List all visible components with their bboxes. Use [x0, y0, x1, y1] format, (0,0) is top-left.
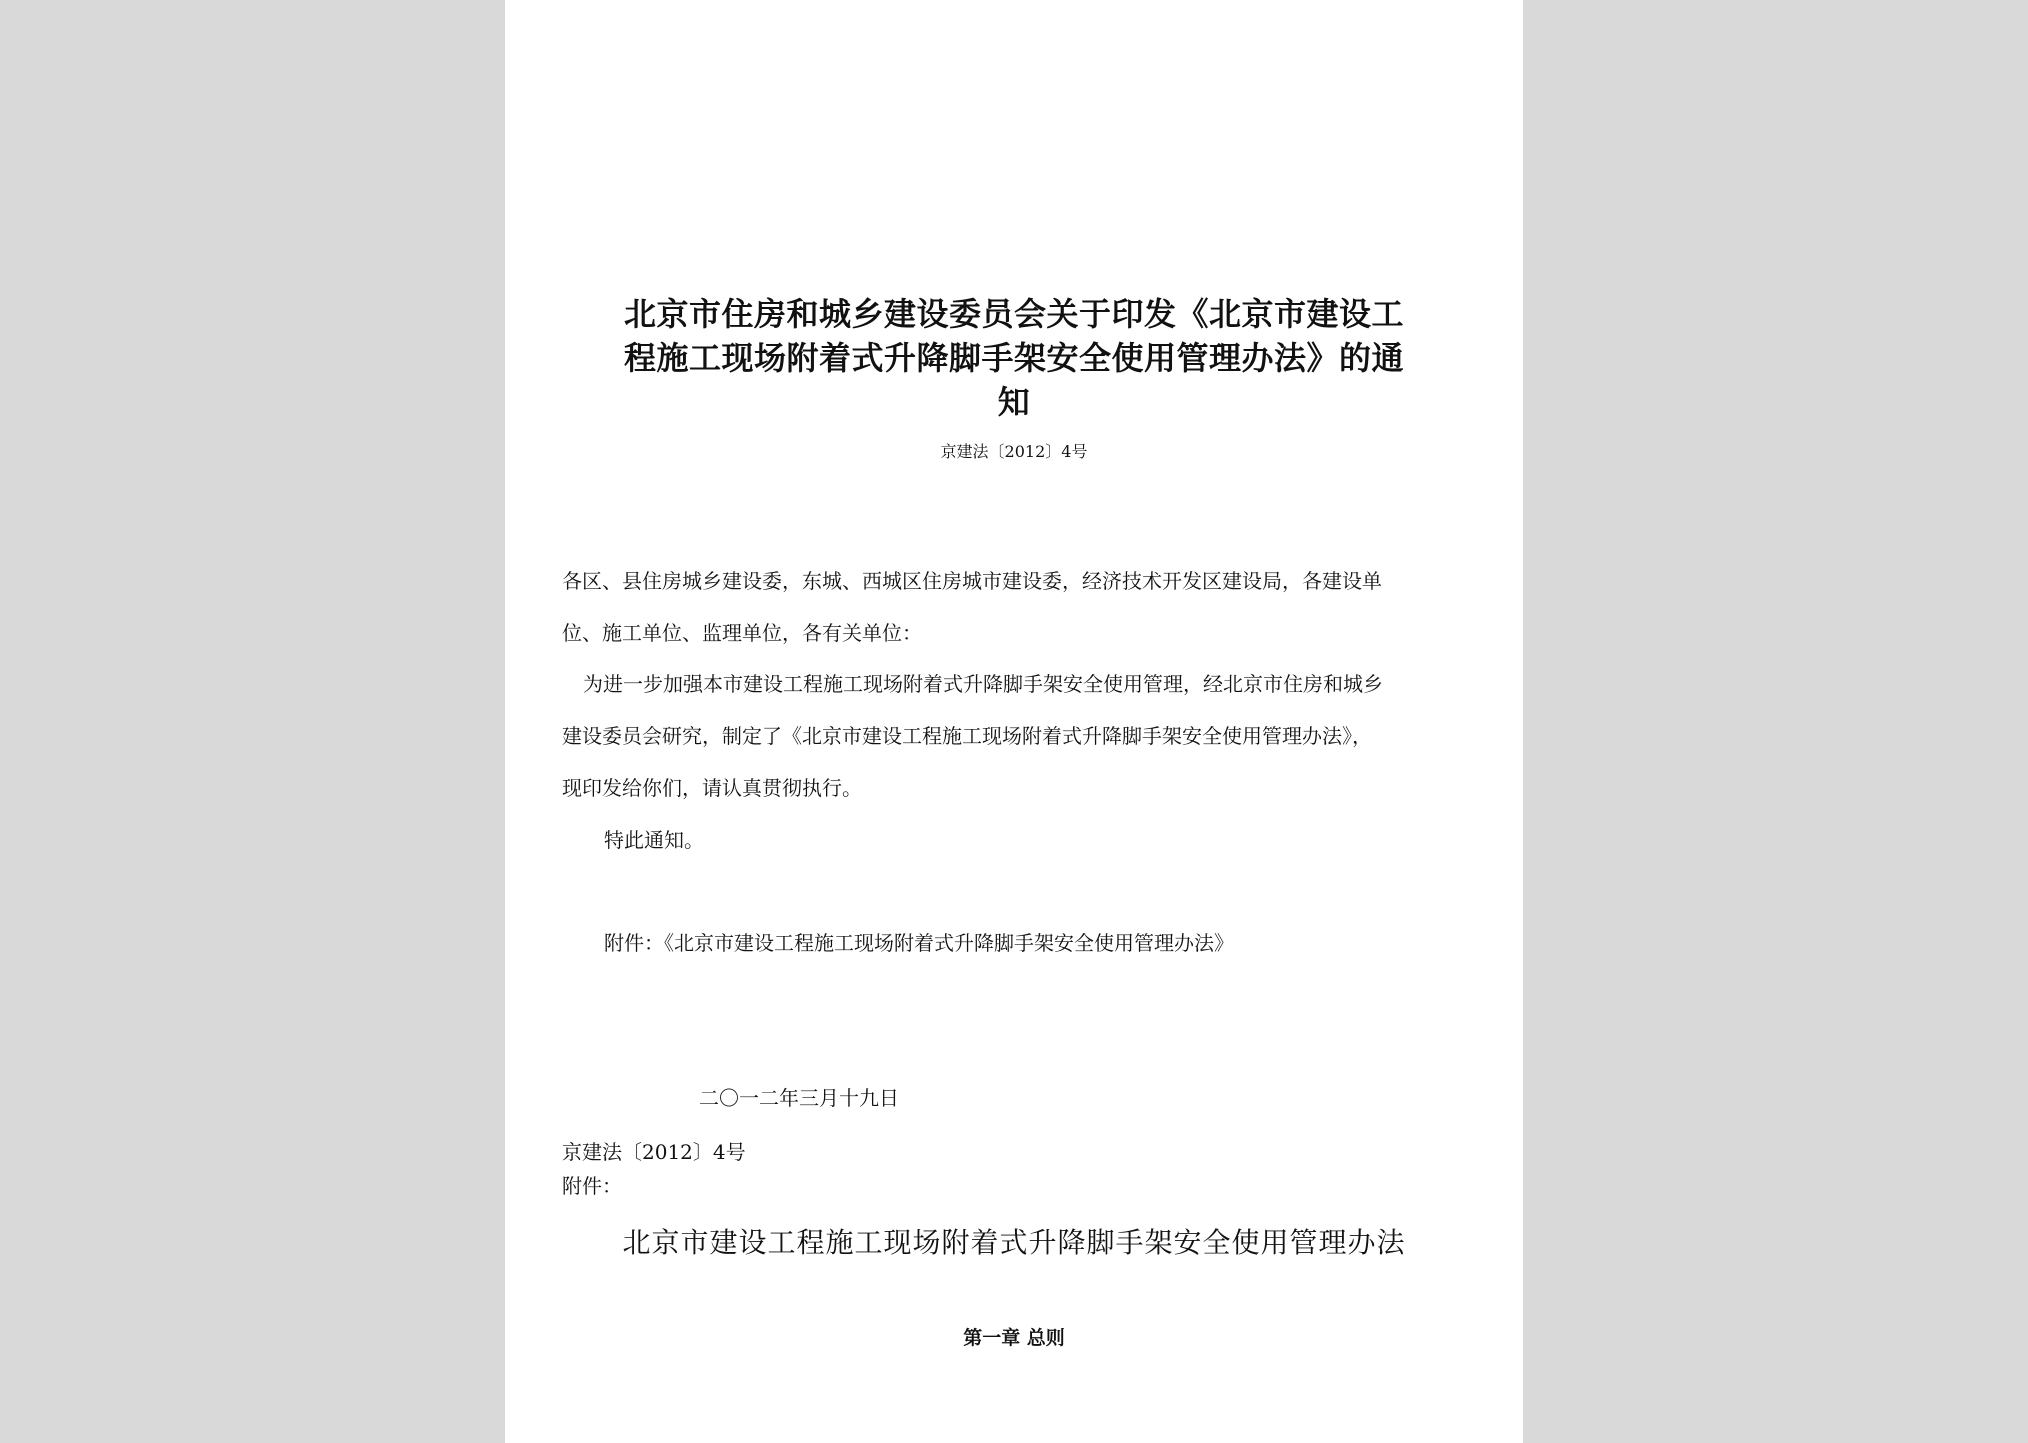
title-line-3: 知 [997, 383, 1031, 421]
document-title [565, 292, 1463, 424]
attachment-reference: 附件：《北京市建设工程施工现场附着式升降脚手架安全使用管理办法》 [604, 931, 1234, 955]
attachment-title: 北京市建设工程施工现场附着式升降脚手架安全使用管理办法 [622, 1226, 1406, 1259]
body-paragraph-line-3: 现印发给你们，请认真贯彻执行。 [562, 776, 862, 800]
recipients-line-1: 各区、县住房城乡建设委，东城、西城区住房城市建设委，经济技术开发区建设局，各建设单 [562, 569, 1382, 593]
chapter-heading: 第一章 总则 [963, 1327, 1065, 1349]
document-number-footer: 京建法〔2012〕4号 [562, 1140, 746, 1164]
body-paragraph-line-1: 为进一步加强本市建设工程施工现场附着式升降脚手架安全使用管理，经北京市住房和城乡 [583, 672, 1383, 696]
closing-text: 特此通知。 [604, 828, 704, 852]
body-paragraph-line-2: 建设委员会研究，制定了《北京市建设工程施工现场附着式升降脚手架安全使用管理办法》， [562, 724, 1372, 748]
recipients-line-2: 位、施工单位、监理单位，各有关单位： [562, 621, 922, 645]
title-line-1: 北京市住房和城乡建设委员会关于印发《北京市建设工 [623, 295, 1404, 333]
title-line-2: 程施工现场附着式升降脚手架安全使用管理办法》的通 [623, 339, 1404, 377]
document-page [505, 0, 1523, 1443]
document-number: 京建法〔2012〕4号 [940, 442, 1088, 461]
attachment-label: 附件： [562, 1174, 622, 1198]
issue-date: 二〇一二年三月十九日 [699, 1086, 899, 1110]
